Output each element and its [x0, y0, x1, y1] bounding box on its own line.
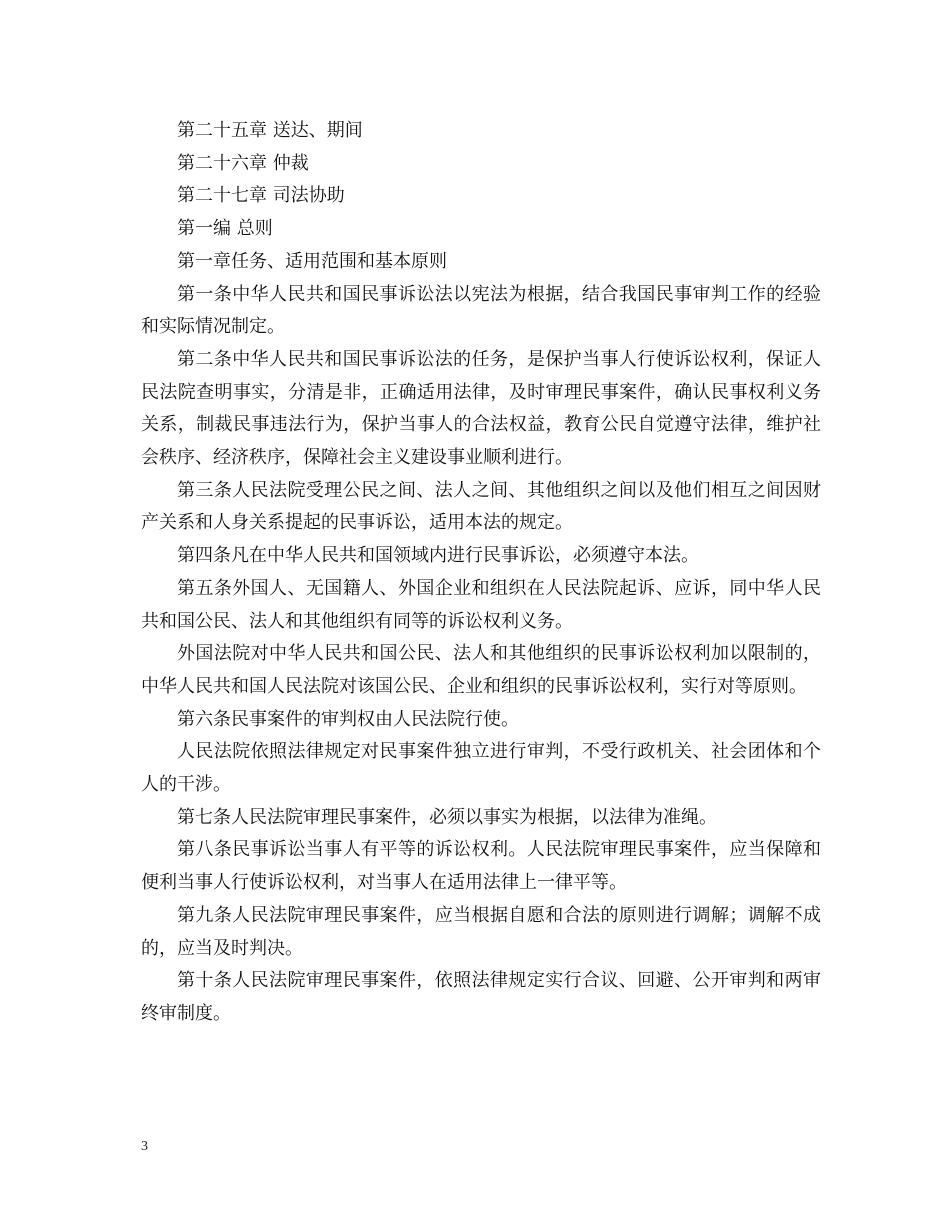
article-10: 第十条人民法院审理民事案件，依照法律规定实行合议、回避、公开审判和两审终审制度。	[141, 970, 821, 1024]
article-5-paragraph-2: 外国法院对中华人民共和国公民、法人和其他组织的民事诉讼权利加以限制的，中华人民共和国人民法院对该国公民、企业和组织的民事诉讼权利，实行对等原则。	[141, 643, 821, 697]
article-6: 第六条民事案件的审判权由人民法院行使。	[177, 708, 519, 730]
part-heading-general: 第一编 总则	[177, 218, 273, 240]
article-3: 第三条人民法院受理公民之间、法人之间、其他组织之间以及他们相互之间因财产关系和人身关系提起的民事诉讼，适用本法的规定。	[141, 479, 821, 534]
article-1: 第一条中华人民共和国民事诉讼法以宪法为根据，结合我国民事审判工作的经验和实际情况制定。	[141, 283, 821, 338]
article-9: 第九条人民法院审理民事案件，应当根据自愿和合法的原则进行调解；调解不成的，应当及时判决。	[141, 904, 821, 959]
page-number: 3	[141, 1139, 148, 1154]
article-4: 第四条凡在中华人民共和国领域内进行民事诉讼，必须遵守本法。	[177, 545, 699, 567]
article-2: 第二条中华人民共和国民事诉讼法的任务，是保护当事人行使诉讼权利，保证人民法院查明事实，分清是非，正确适用法律，及时审理民事案件，确认民事权利义务关系，制裁民事违法行为，保护当事人的合法权益，教育公民自觉遵守法律，维护社会秩序、经济秩序，保障社会主义建设事业顺利进行。	[141, 348, 821, 469]
chapter-heading-26: 第二十六章 仲裁	[177, 152, 309, 174]
chapter-heading-25: 第二十五章 送达、期间	[177, 120, 363, 141]
article-7: 第七条人民法院审理民事案件，必须以事实为根据，以法律为准绳。	[177, 806, 717, 828]
article-5: 第五条外国人、无国籍人、外国企业和组织在人民法院起诉、应诉，同中华人民共和国公民、法人和其他组织有同等的诉讼权利义务。	[141, 577, 821, 632]
article-8: 第八条民事诉讼当事人有平等的诉讼权利。人民法院审理民事案件，应当保障和便利当事人行使诉讼权利，对当事人在适用法律上一律平等。	[141, 839, 821, 894]
chapter-heading-27: 第二十七章 司法协助	[177, 185, 345, 207]
document-body	[141, 115, 821, 1031]
article-6-paragraph-2: 人民法院依照法律规定对民事案件独立进行审判，不受行政机关、社会团体和个人的干涉。	[141, 741, 821, 796]
chapter-heading-1: 第一章任务、适用范围和基本原则	[177, 250, 447, 272]
